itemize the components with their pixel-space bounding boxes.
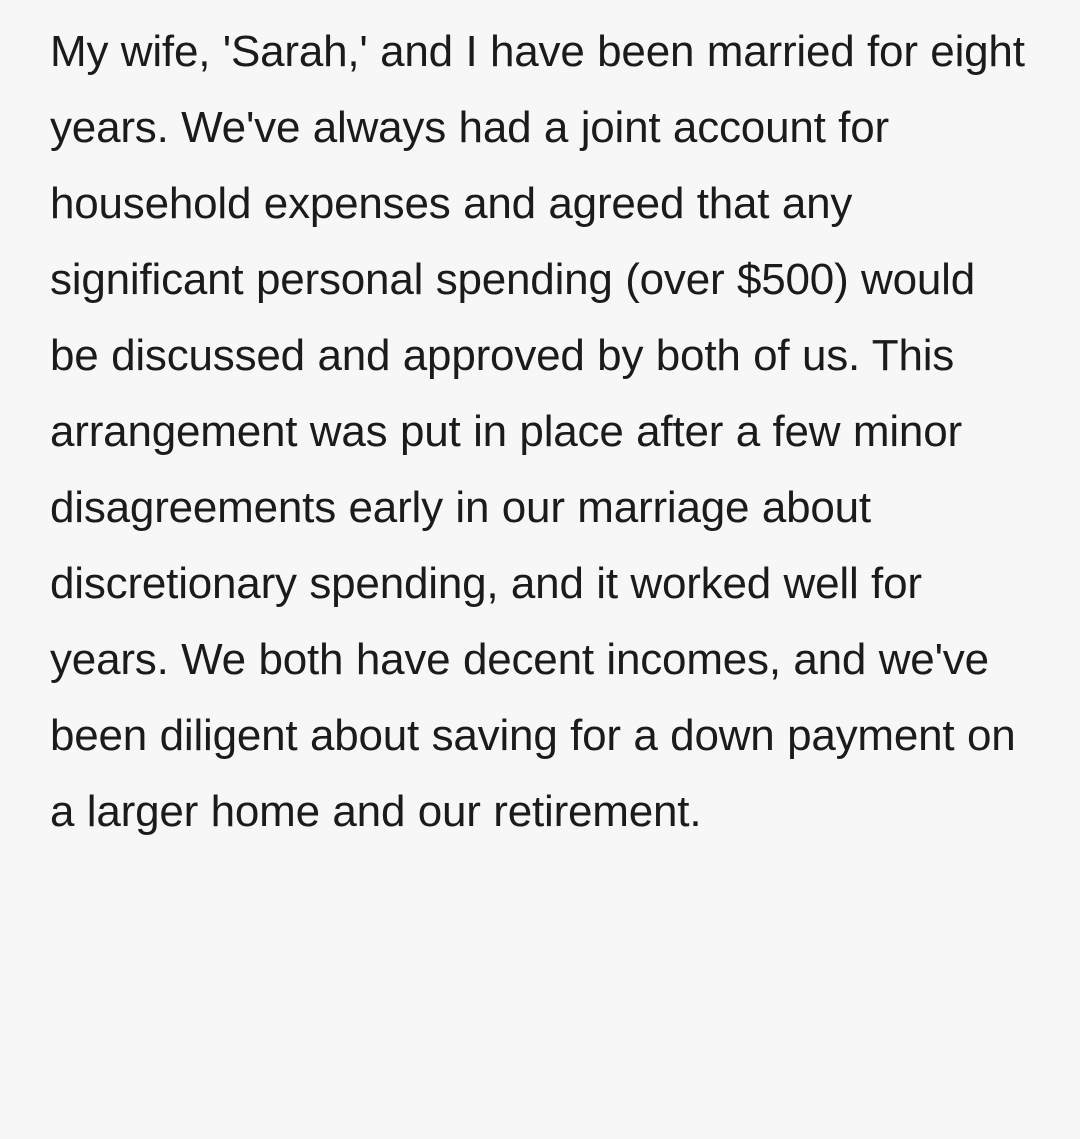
story-paragraph: My wife, 'Sarah,' and I have been married for eight years. We've always had a joint account for household expenses and agreed that any significant personal spending (over $500) would be discussed and approved by both of us. This arrangement was put in place after a few minor disagreements early in our marriage about discretionary spending, and it worked well for years. We both have decent incomes, and we've been diligent about saving for a down payment on a larger home and our retirement. — [50, 27, 1038, 836]
